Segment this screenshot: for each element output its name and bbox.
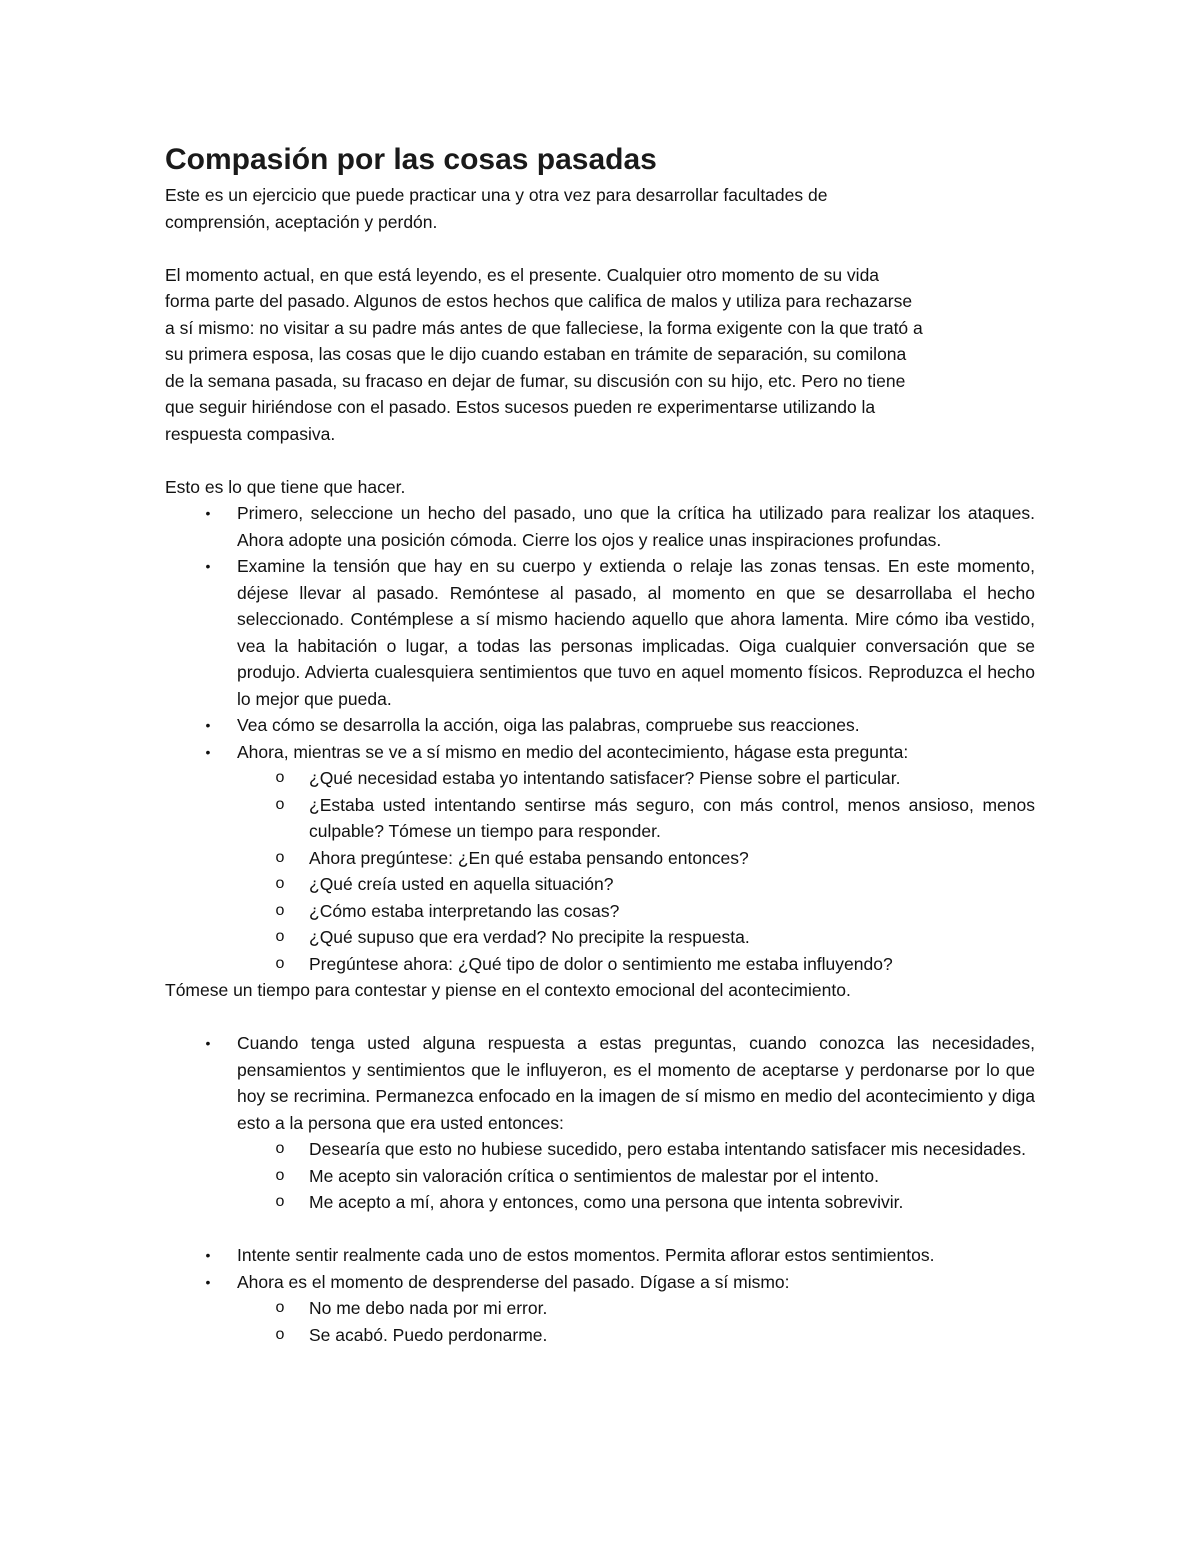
list-item-text: Primero, seleccione un hecho del pasado, uno que la crítica ha utilizado para realizar los ataques. Ahora adopte una posición cómoda. Cierre los ojos y realice unas inspiraciones profundas. [237, 503, 1035, 550]
circle-bullet-icon: o [275, 769, 285, 786]
list-item-text: Se acabó. Puedo perdonarme. [309, 1324, 548, 1345]
list-item-text: ¿Cómo estaba interpretando las cosas? [309, 900, 620, 921]
acceptance-phrases-list [165, 1136, 1035, 1216]
list-item [165, 1242, 1035, 1269]
instructions-lead: Esto es lo que tiene que hacer. [165, 476, 406, 497]
list-item [165, 1269, 1035, 1296]
circle-bullet-icon: o [275, 848, 285, 866]
list-item-text: ¿Qué necesidad estaba yo intentando satisfacer? Piense sobre el particular. [309, 768, 901, 788]
circle-bullet-icon: o [275, 1166, 285, 1184]
circle-bullet-icon: o [275, 928, 285, 945]
bullet-icon: • [205, 505, 211, 521]
list-item [165, 924, 1035, 951]
questions-list [165, 765, 1035, 977]
list-item [165, 500, 1035, 553]
list-item [165, 553, 1035, 712]
list-item-text: Ahora es el momento de desprenderse del pasado. Dígase a sí mismo: [237, 1271, 790, 1292]
circle-bullet-icon: o [275, 1299, 285, 1316]
list-item-text: Examine la tensión que hay en su cuerpo y extienda o relaje las zonas tensas. En este momento, déjese llevar al pasado. Remóntese al pasado, al momento en que se desarrollaba el hecho seleccionado. Contémplese a sí mismo haciendo aquello que ahora lamenta. Mire cómo iba vestido, vea la habitación o lugar, a todas las personas implicadas. Oiga cualquier conversación que se produjo. Advierta cualesquiera sentimientos que tuvo en aquel momento físicos. Reproduzca el hecho lo mejor que pueda. [237, 556, 1035, 709]
list-item-text: ¿Qué creía usted en aquella situación? [309, 874, 614, 894]
circle-bullet-icon: o [275, 1193, 285, 1210]
list-item-text: No me debo nada por mi error. [309, 1298, 548, 1318]
document-title: Compasión por las cosas pasadas [165, 143, 657, 176]
list-item [165, 712, 1035, 739]
list-item [165, 1322, 1035, 1349]
spacer [165, 1216, 1035, 1243]
final-steps-list [165, 1242, 1035, 1295]
list-item [165, 739, 1035, 766]
circle-bullet-icon: o [275, 875, 285, 892]
circle-bullet-icon: o [275, 1140, 285, 1157]
release-phrases-list [165, 1295, 1035, 1348]
list-item [165, 1189, 1035, 1216]
spacer [165, 235, 1035, 262]
list-item [165, 898, 1035, 925]
bullet-icon: • [205, 1247, 211, 1263]
list-item-text: Me acepto sin valoración crítica o sentimientos de malestar por el intento. [309, 1165, 880, 1186]
list-item [165, 845, 1035, 872]
bullet-icon: • [205, 1273, 211, 1290]
list-item [165, 1295, 1035, 1322]
list-item-text: Desearía que esto no hubiese sucedido, pero estaba intentando satisfacer mis necesidades. [309, 1139, 1026, 1159]
list-item [165, 1163, 1035, 1190]
present-moment-paragraph: El momento actual, en que está leyendo, es el presente. Cualquier otro momento de su vida forma parte del pasado. Algunos de estos hechos que califica de malos y utiliza para rechazarse a sí mismo: no visitar a su padre más antes de que falleciese, la forma exigente con la que trató a su primera esposa, las cosas que le dijo cuando estaban en trámite de separación, su comilona de la semana pasada, su fracaso en dejar de fumar, su discusión con su hijo, etc. Pero no tiene que seguir hiriéndose con el pasado. Estos sucesos pueden re experimentarse utilizando la respuesta compasiva. [165, 264, 923, 444]
circle-bullet-icon: o [275, 795, 285, 813]
list-item [165, 1136, 1035, 1163]
circle-bullet-icon: o [275, 954, 285, 972]
list-item-text: Pregúntese ahora: ¿Qué tipo de dolor o sentimiento me estaba influyendo? [309, 953, 893, 974]
pause-note: Tómese un tiempo para contestar y piense en el contexto emocional del acontecimiento. [165, 980, 851, 1000]
list-item [165, 765, 1035, 792]
bullet-icon: • [205, 743, 211, 760]
list-item-text: Vea cómo se desarrolla la acción, oiga las palabras, compruebe sus reacciones. [237, 715, 860, 735]
acceptance-list [165, 1030, 1035, 1136]
list-item [165, 951, 1035, 978]
list-item-text: Intente sentir realmente cada uno de estos momentos. Permita aflorar estos sentimientos. [237, 1245, 935, 1265]
bullet-icon: • [205, 717, 211, 733]
list-item-text: ¿Qué supuso que era verdad? No precipite la respuesta. [309, 927, 750, 947]
list-item [165, 792, 1035, 845]
list-item-text: Cuando tenga usted alguna respuesta a estas preguntas, cuando conozca las necesidades, pensamientos y sentimientos que le influyeron, es el momento de aceptarse y perdonarse por lo que hoy se recrimina. Permanezca enfocado en la imagen de sí mismo en medio del acontecimiento y diga esto a la persona que era usted entonces: [237, 1033, 1035, 1133]
steps-list [165, 500, 1035, 765]
list-item [165, 1030, 1035, 1136]
bullet-icon: • [205, 1035, 211, 1051]
list-item-text: ¿Estaba usted intentando sentirse más seguro, con más control, menos ansioso, menos culpable? Tómese un tiempo para responder. [309, 794, 1035, 841]
circle-bullet-icon: o [275, 1325, 285, 1343]
bullet-icon: • [205, 558, 211, 574]
list-item-text: Me acepto a mí, ahora y entonces, como una persona que intenta sobrevivir. [309, 1192, 904, 1212]
list-item [165, 871, 1035, 898]
spacer [165, 447, 1035, 474]
intro-paragraph: Este es un ejercicio que puede practicar una y otra vez para desarrollar facultades de comprensión, aceptación y perdón. [165, 185, 828, 232]
spacer [165, 1004, 1035, 1031]
list-item-text: Ahora, mientras se ve a sí mismo en medio del acontecimiento, hágase esta pregunta: [237, 741, 909, 762]
circle-bullet-icon: o [275, 901, 285, 919]
list-item-text: Ahora pregúntese: ¿En qué estaba pensando entonces? [309, 847, 749, 868]
document-page [165, 140, 1035, 1348]
